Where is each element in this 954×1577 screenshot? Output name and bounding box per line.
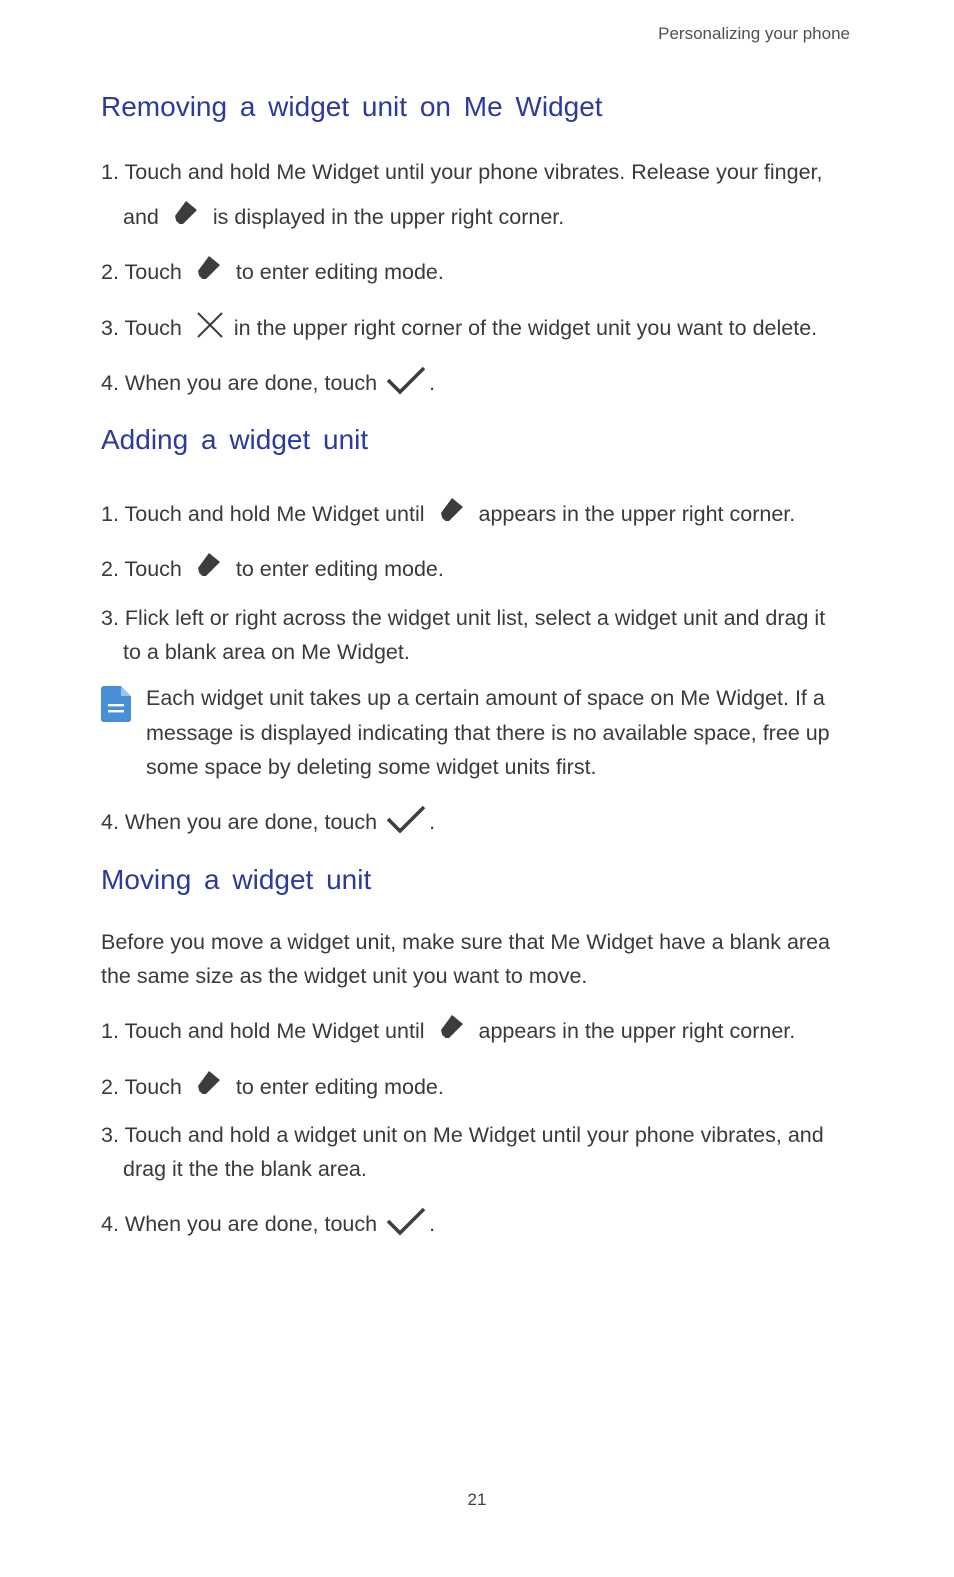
step-text: 4. When you are done, touch (101, 371, 378, 395)
step-text: 4. When you are done, touch (101, 1212, 378, 1236)
note-line-3: some space by deleting some widget units first. (146, 755, 597, 779)
step-text: to enter editing mode. (235, 260, 444, 284)
pencil-icon (192, 252, 226, 286)
moving-step-3-line-1: 3. Touch and hold a widget unit on Me Widget until your phone vibrates, and (101, 1123, 824, 1147)
pencil-icon (435, 494, 469, 528)
adding-step-3-line-1: 3. Flick left or right across the widget unit list, select a widget unit and drag it (101, 606, 826, 630)
step-text: . (429, 1212, 436, 1236)
moving-intro-line-1: Before you move a widget unit, make sure that Me Widget have a blank area (101, 930, 831, 954)
step-text: 3. Touch (101, 316, 182, 340)
adding-step-3-line-2: to a blank area on Me Widget. (123, 640, 410, 664)
step-text: and (123, 205, 159, 229)
running-header: Personalizing your phone (658, 24, 850, 43)
step-text: appears in the upper right corner. (478, 1019, 796, 1043)
step-text: 4. When you are done, touch (101, 810, 378, 834)
moving-intro-line-2: the same size as the widget unit you want to move. (101, 964, 588, 988)
pencil-icon (435, 1011, 469, 1045)
section-heading-removing: Removing a widget unit on Me Widget (101, 91, 603, 122)
moving-step-2 (101, 1070, 444, 1105)
step-text: is displayed in the upper right corner. (212, 205, 565, 229)
check-icon (385, 1205, 427, 1237)
pencil-icon (192, 1067, 226, 1101)
note-line-2: message is displayed indicating that there is no available space, free up (146, 721, 830, 745)
adding-step-4 (101, 805, 435, 839)
removing-step-2 (101, 255, 444, 290)
step-text: . (429, 371, 436, 395)
step-text: appears in the upper right corner. (478, 502, 796, 526)
step-text: 1. Touch and hold Me Widget until (101, 1019, 425, 1043)
check-icon (385, 803, 427, 835)
check-icon (385, 364, 427, 396)
section-heading-adding: Adding a widget unit (101, 424, 369, 455)
pencil-icon (192, 549, 226, 583)
step-text: to enter editing mode. (235, 557, 444, 581)
moving-step-4 (101, 1207, 435, 1241)
removing-step-4 (101, 366, 435, 400)
moving-step-1 (101, 1014, 795, 1049)
step-text: 2. Touch (101, 260, 182, 284)
adding-step-2 (101, 552, 444, 587)
removing-step-1-line-2 (123, 200, 564, 235)
step-text: to enter editing mode. (235, 1075, 444, 1099)
section-heading-moving: Moving a widget unit (101, 864, 372, 895)
note-icon (101, 686, 131, 722)
step-text: 1. Touch and hold Me Widget until (101, 502, 425, 526)
page-number: 21 (467, 1490, 487, 1509)
step-text: . (429, 810, 436, 834)
close-icon (196, 311, 224, 339)
moving-step-3-line-2: drag it the the blank area. (123, 1157, 367, 1181)
note-line-1: Each widget unit takes up a certain amount of space on Me Widget. If a (146, 686, 825, 710)
removing-step-1-line-1: 1. Touch and hold Me Widget until your phone vibrates. Release your finger, (101, 160, 823, 184)
pencil-icon (169, 197, 203, 231)
step-text: 2. Touch (101, 557, 182, 581)
adding-step-1 (101, 497, 795, 532)
step-text: 2. Touch (101, 1075, 182, 1099)
step-text: in the upper right corner of the widget unit you want to delete. (233, 316, 818, 340)
removing-step-3 (101, 311, 817, 345)
